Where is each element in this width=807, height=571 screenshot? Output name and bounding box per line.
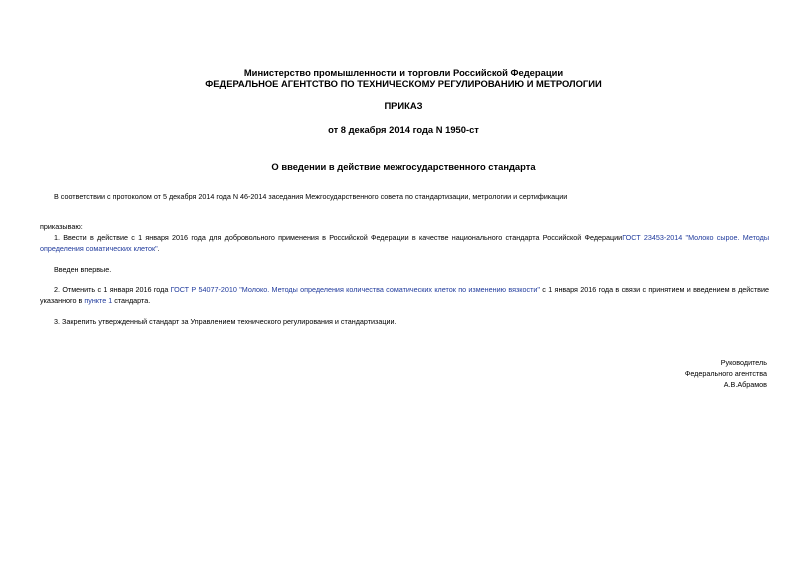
item1-text-before: 1. Ввести в действие с 1 января 2016 года для добровольного применения в Российской Федерации в качестве национального стандарта Российской Федерации <box>54 233 623 242</box>
item2-text-middle: с 1 января 2016 года в связи с принятием и введением в действие указанного в <box>40 285 769 305</box>
order-item-3: 3. Закрепить утвержденный стандарт за Управлением технического регулирования и стандартизации. <box>54 317 397 326</box>
item-1-reference-link[interactable]: пункте 1 <box>84 295 113 305</box>
item1-text-after: . <box>157 243 160 253</box>
order-item-1 <box>40 233 769 254</box>
ministry-title: Министерство промышленности и торговли Российской Федерации <box>243 67 564 78</box>
signatory-name: А.В.Абрамов <box>723 380 767 389</box>
orders-word: приказываю: <box>40 222 83 231</box>
gost-23453-link[interactable]: ГОСТ 23453-2014 "Молоко сырое. Методы определения соматических клеток" <box>40 233 770 253</box>
signatory-role: Руководитель <box>720 358 767 367</box>
introduced-first-note: Введен впервые. <box>54 265 112 274</box>
basis-paragraph: В соответствии с протоколом от 5 декабря 2014 года N 46-2014 заседания Межгосударственного совета по стандартизации, метрологии и сертификации <box>54 192 568 201</box>
item2-text-before: 2. Отменить с 1 января 2016 года <box>54 285 171 294</box>
agency-title: ФЕДЕРАЛЬНОЕ АГЕНТСТВО ПО ТЕХНИЧЕСКОМУ РЕГУЛИРОВАНИЮ И МЕТРОЛОГИИ <box>205 78 602 89</box>
order-item-2 <box>40 285 769 306</box>
signatory-organization: Федерального агентства <box>684 369 767 378</box>
document-subject: О введении в действие межгосударственного стандарта <box>271 161 536 172</box>
document-type: ПРИКАЗ <box>384 100 423 111</box>
document-date-number: от 8 декабря 2014 года N 1950-ст <box>328 124 479 135</box>
gost-r-54077-link[interactable]: ГОСТ Р 54077-2010 "Молоко. Методы определения количества соматических клеток по изменению вязкости" <box>170 285 540 294</box>
item2-text-after: стандарта. <box>112 295 151 305</box>
